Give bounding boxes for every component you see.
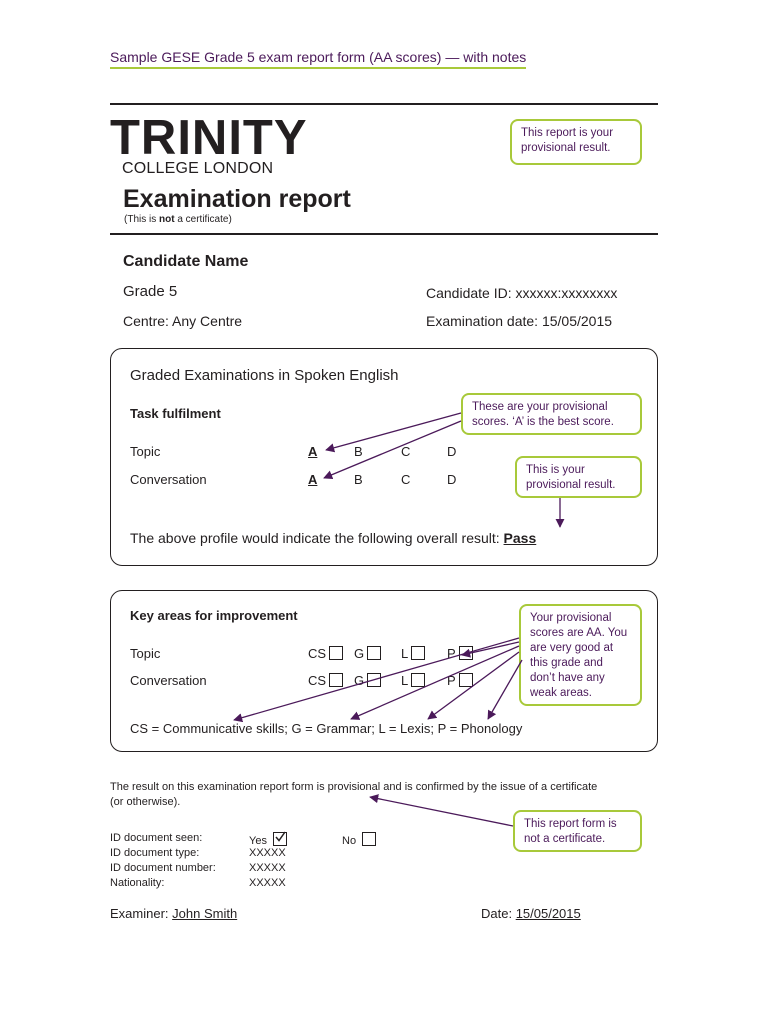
improvement-legend: CS = Communicative skills; G = Grammar; L = Lexis; P = Phonology — [130, 721, 523, 736]
improvement-row-conversation-cs: CS — [308, 673, 343, 688]
examiner-name: John Smith — [172, 906, 238, 921]
id-seen-label: ID document seen: — [110, 832, 203, 844]
callout-provisional-result: This is your provisional result. — [515, 456, 642, 498]
improvement-row-topic-label: Topic — [130, 646, 161, 661]
callout-not-certificate: This report form is not a certificate. — [513, 810, 642, 852]
candidate-name: Candidate Name — [123, 253, 249, 270]
results-row-topic-grade-d: D — [447, 444, 457, 459]
id-seen-yes: Yes — [249, 832, 287, 847]
id-number-value: XXXXX — [249, 862, 286, 874]
trinity-logo: TRINITY — [110, 111, 308, 165]
sample-note-heading: Sample GESE Grade 5 exam report form (AA scores) — with notes — [110, 49, 526, 69]
candidate-centre: Centre: Any Centre — [123, 313, 243, 329]
candidate-id: Candidate ID: xxxxxx:xxxxxxxx — [426, 285, 618, 301]
results-row-topic-grade-a: A — [308, 444, 318, 459]
improvement-heading: Key areas for improvement — [130, 608, 298, 623]
disclaimer-line-1: The result on this examination report form is provisional and is confirmed by the issue of a certificate — [110, 781, 598, 793]
improvement-row-conversation-p: P — [447, 673, 473, 688]
arrow-p — [488, 660, 522, 719]
nationality-label: Nationality: — [110, 877, 165, 889]
improvement-row-conversation-g: G — [354, 673, 381, 688]
id-number-label: ID document number: — [110, 862, 216, 874]
results-row-conversation-grade-d: D — [447, 472, 457, 487]
results-row-topic-label: Topic — [130, 444, 161, 459]
overall-result-line: The above profile would indicate the following overall result: Pass — [130, 530, 537, 546]
results-row-conversation-grade-c: C — [401, 472, 411, 487]
nationality-value: XXXXX — [249, 877, 286, 889]
improvement-row-conversation-l: L — [401, 673, 425, 688]
arrow-conversation-a — [324, 421, 461, 478]
results-row-topic-grade-c: C — [401, 444, 411, 459]
examiner-line: Examiner: John Smith — [110, 906, 238, 921]
results-heading: Graded Examinations in Spoken English — [130, 367, 399, 384]
arrow-l — [428, 652, 519, 719]
improvement-row-conversation-label: Conversation — [130, 673, 207, 688]
examination-date: Examination date: 15/05/2015 — [426, 313, 613, 329]
improvement-row-topic-l: L — [401, 646, 425, 661]
results-row-conversation-grade-b: B — [354, 472, 363, 487]
signed-date: 15/05/2015 — [515, 906, 581, 921]
id-seen-no: No — [342, 832, 376, 847]
callout-improvement: Your provisional scores are AA. You are very good at this grade and don’t have any weak areas. — [519, 604, 642, 706]
task-fulfilment-heading: Task fulfilment — [130, 406, 221, 421]
disclaimer-line-2: (or otherwise). — [110, 796, 181, 808]
results-row-conversation-label: Conversation — [130, 472, 207, 487]
callout-provisional-scores: These are your provisional scores. ‘A’ is the best score. — [461, 393, 642, 435]
improvement-row-topic-cs: CS — [308, 646, 343, 661]
arrow-disclaimer — [370, 797, 513, 826]
arrow-topic-a — [326, 413, 461, 450]
results-row-topic-grade-b: B — [354, 444, 363, 459]
id-type-label: ID document type: — [110, 847, 200, 859]
results-row-conversation-grade-a: A — [308, 472, 318, 487]
improvement-row-topic-p: P — [447, 646, 473, 661]
callout-provisional-top: This report is your provisional result. — [510, 119, 642, 165]
improvement-row-topic-g: G — [354, 646, 381, 661]
candidate-grade: Grade 5 — [123, 283, 178, 300]
page-title: Examination report — [123, 185, 351, 213]
arrow-pg-box — [462, 642, 519, 655]
overall-result-value: Pass — [503, 530, 537, 546]
id-type-value: XXXXX — [249, 847, 286, 859]
page-subtitle: (This is not a certificate) — [124, 214, 232, 225]
college-london-logo-text: COLLEGE LONDON — [122, 160, 274, 177]
date-line: Date: 15/05/2015 — [481, 906, 581, 921]
